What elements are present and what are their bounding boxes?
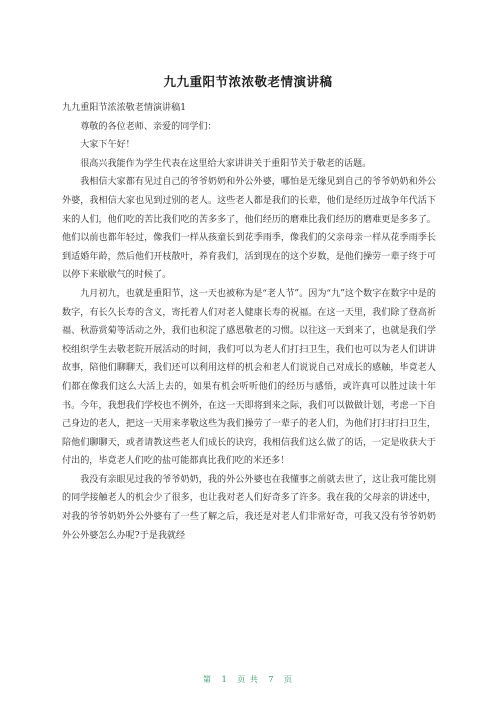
footer-mid-word: 页 共 bbox=[237, 675, 259, 684]
paragraph-body-2: 九月初九，也就是重阳节，这一天也被称为是“老人节”。因为“九”这个数字在数字中是的数字，有长久长寿的含义，寄托着人们对老人健康长寿的祝福。在这一天里，我们除了登高祈福、秋游赏菊等活动之外，我们也积淀了感恩敬老的习惯。以往这一天到来了，也就是我们学校组织学生去敬老院开展活动的时间，我们可以为老人们打扫卫生，我们也可以为老人们讲讲故事，陪他们聊聊天，我们还可以利用这样的机会和老人们说说自己对成长的感触，毕竟老人们都在像我们这么大活上去的，如果有机会听听他们的经历与感悟，或许真可以胜过读十年书。今年，我想我们学校也不例外，在这一天即将到来之际，我们可以做做计划，考虑一下自己身边的老人，把这一天用来孝敬这些为我们操劳了一辈子的老人们，为他们打扫打扫卫生，陪他们聊聊天，或者请教这些老人们成长的诀窍，我相信我们这么做了的话，一定是收获大于付出的，毕竟老人们吃的盐可能都真比我们吃的米还多！ bbox=[62, 288, 436, 467]
paragraph-intro: 很高兴我能作为学生代表在这里给大家讲讲关于重阳节关于敬老的话题。 bbox=[80, 158, 372, 169]
subtitle: 九九重阳节浓浓敬老情演讲稿1 bbox=[62, 103, 187, 113]
paragraph-body-3: 我没有亲眼见过我的爷爷奶奶，我的外公外婆也在我懂事之前就去世了，这让我可能比别的同学接触老人的机会少了很多，也让我对老人们好奇多了许多。我在我的父母亲的讲述中，对我的爷爷奶奶外公外婆有了一些了解之后，我还是对老人们非常好奇，可我又没有爷爷奶奶外公外婆怎么办呢?于是我就经 bbox=[62, 474, 436, 541]
footer-page-number: 1 bbox=[221, 675, 228, 684]
page-footer bbox=[0, 674, 496, 685]
footer-end-word: 页 bbox=[283, 675, 293, 684]
paragraph-greeting: 大家下午好！ bbox=[80, 140, 135, 151]
paragraph-body-1: 我相信大家都有见过自己的爷爷奶奶和外公外婆，哪怕是无缘见到自己的爷爷奶奶和外公外婆，我相信大家也见到过别的老人。这些老人都是我们的长辈，他们是经历过战争年代活下来的人们，他们吃的苦比我们吃的苦多多了，他们经历的磨难比我们经历的磨难更是多多了。他们以前也都年轻过，像我们一样从孩童长到花季雨季，像我们的父亲母亲一样从花季雨季长到适婚年龄，然后他们开枝散叶，养育我们，活到现在的这个岁数，是他们操劳一辈子终于可以停下来歇歇气的时候了。 bbox=[62, 177, 436, 281]
footer-total-pages: 7 bbox=[268, 675, 275, 684]
footer-page-word: 第 bbox=[203, 675, 213, 684]
document-title: 九九重阳节浓浓敬老情演讲稿 bbox=[163, 74, 333, 89]
paragraph-salutation: 尊敬的各位老师、亲爱的同学们： bbox=[80, 121, 217, 132]
document-body bbox=[62, 99, 436, 545]
